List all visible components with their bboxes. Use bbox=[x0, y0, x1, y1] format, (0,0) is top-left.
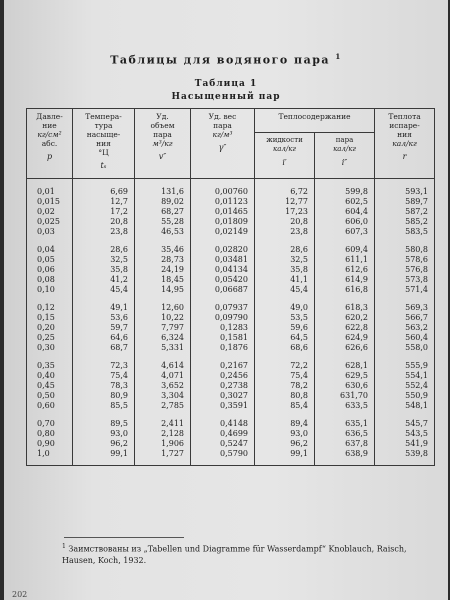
table-cell: 85,5 bbox=[73, 401, 135, 411]
table-row bbox=[27, 285, 435, 295]
table-cell: 72,2 bbox=[255, 353, 315, 371]
table-cell: 4,614 bbox=[135, 353, 191, 371]
table-cell: 96,2 bbox=[73, 439, 135, 449]
table-cell: 1,0 bbox=[27, 449, 73, 466]
table-cell: 0,00760 bbox=[191, 179, 255, 198]
table-cell: 637,8 bbox=[315, 439, 375, 449]
document-page bbox=[4, 0, 448, 600]
table-cell: 573,8 bbox=[375, 275, 435, 285]
table-cell: 0,02 bbox=[27, 207, 73, 217]
table-cell: 4,071 bbox=[135, 371, 191, 381]
table-row bbox=[27, 401, 435, 411]
table-row bbox=[27, 429, 435, 439]
table-row bbox=[27, 449, 435, 466]
table-cell: 629,5 bbox=[315, 371, 375, 381]
table-cell: 85,4 bbox=[255, 401, 315, 411]
table-caption: Насыщенный пар bbox=[171, 92, 281, 102]
table-cell: 0,2456 bbox=[191, 371, 255, 381]
table-cell: 0,2738 bbox=[191, 381, 255, 391]
table-cell: 624,9 bbox=[315, 333, 375, 343]
table-row bbox=[27, 313, 435, 323]
header-heat-of-vaporization: Теплота испаре- ния кал/кг r bbox=[375, 109, 435, 179]
header-weight: Уд. вес пара кг/м³ γ″ bbox=[191, 109, 255, 179]
table-body bbox=[27, 179, 435, 466]
table-cell: 3,652 bbox=[135, 381, 191, 391]
table-cell: 6,324 bbox=[135, 333, 191, 343]
table-cell: 618,3 bbox=[315, 295, 375, 313]
table-cell: 20,8 bbox=[255, 217, 315, 227]
table-cell: 558,0 bbox=[375, 343, 435, 353]
table-cell: 552,4 bbox=[375, 381, 435, 391]
table-row bbox=[27, 391, 435, 401]
table-row bbox=[27, 227, 435, 237]
table-cell: 0,60 bbox=[27, 401, 73, 411]
table-cell: 0,4148 bbox=[191, 411, 255, 429]
table-row bbox=[27, 333, 435, 343]
table-cell: 0,01 bbox=[27, 179, 73, 198]
page-number: 202 bbox=[12, 590, 28, 599]
table-cell: 0,1581 bbox=[191, 333, 255, 343]
table-row bbox=[27, 353, 435, 371]
table-cell: 0,45 bbox=[27, 381, 73, 391]
header-temperature: Темпера- тура насыще- ния °Ц tₛ bbox=[73, 109, 135, 179]
table-cell: 78,3 bbox=[73, 381, 135, 391]
table-cell: 78,2 bbox=[255, 381, 315, 391]
table-cell: 0,04 bbox=[27, 237, 73, 255]
table-row bbox=[27, 255, 435, 265]
table-cell: 555,9 bbox=[375, 353, 435, 371]
table-cell: 53,5 bbox=[255, 313, 315, 323]
table-cell: 580,8 bbox=[375, 237, 435, 255]
table-cell: 68,27 bbox=[135, 207, 191, 217]
table-cell: 28,6 bbox=[73, 237, 135, 255]
table-cell: 72,3 bbox=[73, 353, 135, 371]
header-liquid: жидкости кал/кг i′ bbox=[255, 133, 315, 179]
table-cell: 0,2167 bbox=[191, 353, 255, 371]
table-cell: 611,1 bbox=[315, 255, 375, 265]
table-cell: 0,1283 bbox=[191, 323, 255, 333]
table-cell: 569,3 bbox=[375, 295, 435, 313]
table-cell: 0,80 bbox=[27, 429, 73, 439]
table-cell: 93,0 bbox=[255, 429, 315, 439]
table-cell: 2,785 bbox=[135, 401, 191, 411]
table-cell: 571,4 bbox=[375, 285, 435, 295]
table-cell: 0,12 bbox=[27, 295, 73, 313]
table-cell: 578,6 bbox=[375, 255, 435, 265]
table-cell: 576,8 bbox=[375, 265, 435, 275]
table-cell: 35,8 bbox=[255, 265, 315, 275]
table-cell: 548,1 bbox=[375, 401, 435, 411]
table-cell: 0,40 bbox=[27, 371, 73, 381]
table-cell: 0,15 bbox=[27, 313, 73, 323]
table-cell: 6,69 bbox=[73, 179, 135, 198]
table-row bbox=[27, 207, 435, 217]
table-cell: 622,8 bbox=[315, 323, 375, 333]
table-cell: 55,28 bbox=[135, 217, 191, 227]
table-cell: 541,9 bbox=[375, 439, 435, 449]
table-cell: 0,25 bbox=[27, 333, 73, 343]
table-cell: 0,01123 bbox=[191, 197, 255, 207]
table-cell: 593,1 bbox=[375, 179, 435, 198]
table-cell: 41,2 bbox=[73, 275, 135, 285]
title-footnote-mark: 1 bbox=[335, 52, 342, 61]
table-label: Таблица 1 bbox=[194, 79, 258, 89]
table-cell: 0,3027 bbox=[191, 391, 255, 401]
table-cell: 24,19 bbox=[135, 265, 191, 275]
table-cell: 80,8 bbox=[255, 391, 315, 401]
table-cell: 0,50 bbox=[27, 391, 73, 401]
table-cell: 23,8 bbox=[73, 227, 135, 237]
table-cell: 0,70 bbox=[27, 411, 73, 429]
table-cell: 0,5247 bbox=[191, 439, 255, 449]
table-cell: 28,73 bbox=[135, 255, 191, 265]
table-cell: 626,6 bbox=[315, 343, 375, 353]
table-cell: 49,0 bbox=[255, 295, 315, 313]
table-cell: 53,6 bbox=[73, 313, 135, 323]
table-cell: 0,03481 bbox=[191, 255, 255, 265]
table-cell: 0,09790 bbox=[191, 313, 255, 323]
table-cell: 99,1 bbox=[73, 449, 135, 466]
table-cell: 12,7 bbox=[73, 197, 135, 207]
table-cell: 45,4 bbox=[255, 285, 315, 295]
table-cell: 633,5 bbox=[315, 401, 375, 411]
table-cell: 539,8 bbox=[375, 449, 435, 466]
table-cell: 636,5 bbox=[315, 429, 375, 439]
footnote-text: Заимствованы из „Tabellen und Diagramme für Wasserdampf“ Knoblauch, Raisch, Hausen, Koch, 1932. bbox=[62, 544, 407, 565]
header-steam: пара кал/кг i″ bbox=[315, 133, 375, 179]
table-cell: 543,5 bbox=[375, 429, 435, 439]
table-cell: 89,4 bbox=[255, 411, 315, 429]
header-volume: Уд. объем пара м³/кг v″ bbox=[135, 109, 191, 179]
table-cell: 2,128 bbox=[135, 429, 191, 439]
table-cell: 64,5 bbox=[255, 333, 315, 343]
table-cell: 3,304 bbox=[135, 391, 191, 401]
table-cell: 18,45 bbox=[135, 275, 191, 285]
table-cell: 89,02 bbox=[135, 197, 191, 207]
table-cell: 93,0 bbox=[73, 429, 135, 439]
table-cell: 32,5 bbox=[255, 255, 315, 265]
table-cell: 0,08 bbox=[27, 275, 73, 285]
table-cell: 620,2 bbox=[315, 313, 375, 323]
table-cell: 631,70 bbox=[315, 391, 375, 401]
table-cell: 599,8 bbox=[315, 179, 375, 198]
table-cell: 587,2 bbox=[375, 207, 435, 217]
header-pressure: Давле- ние кг/см² абс. p bbox=[27, 109, 73, 179]
table-cell: 0,05420 bbox=[191, 275, 255, 285]
table-cell: 45,4 bbox=[73, 285, 135, 295]
table-cell: 96,2 bbox=[255, 439, 315, 449]
table-row bbox=[27, 197, 435, 207]
table-cell: 0,35 bbox=[27, 353, 73, 371]
table-cell: 17,2 bbox=[73, 207, 135, 217]
header-enthalpy: Теплосодержание bbox=[255, 109, 375, 133]
table-cell: 0,05 bbox=[27, 255, 73, 265]
table-cell: 23,8 bbox=[255, 227, 315, 237]
table-cell: 14,95 bbox=[135, 285, 191, 295]
table-cell: 59,7 bbox=[73, 323, 135, 333]
table-cell: 0,01465 bbox=[191, 207, 255, 217]
table-cell: 0,20 bbox=[27, 323, 73, 333]
table-cell: 20,8 bbox=[73, 217, 135, 227]
table-cell: 0,10 bbox=[27, 285, 73, 295]
table-cell: 68,7 bbox=[73, 343, 135, 353]
table-cell: 49,1 bbox=[73, 295, 135, 313]
table-cell: 560,4 bbox=[375, 333, 435, 343]
table-cell: 0,025 bbox=[27, 217, 73, 227]
table-cell: 0,01809 bbox=[191, 217, 255, 227]
table-cell: 0,5790 bbox=[191, 449, 255, 466]
table-cell: 68,6 bbox=[255, 343, 315, 353]
table-cell: 12,77 bbox=[255, 197, 315, 207]
table-cell: 28,6 bbox=[255, 237, 315, 255]
document-title: Таблицы для водяного пара $^1$ bbox=[110, 52, 342, 67]
table-cell: 80,9 bbox=[73, 391, 135, 401]
table-cell: 0,06687 bbox=[191, 285, 255, 295]
table-cell: 0,02149 bbox=[191, 227, 255, 237]
table-cell: 563,2 bbox=[375, 323, 435, 333]
table-cell: 1,727 bbox=[135, 449, 191, 466]
table-cell: 32,5 bbox=[73, 255, 135, 265]
table-cell: 583,5 bbox=[375, 227, 435, 237]
table-cell: 609,4 bbox=[315, 237, 375, 255]
table-cell: 12,60 bbox=[135, 295, 191, 313]
table-row bbox=[27, 343, 435, 353]
table-cell: 0,02820 bbox=[191, 237, 255, 255]
table-cell: 566,7 bbox=[375, 313, 435, 323]
steam-table bbox=[26, 108, 435, 466]
table-cell: 604,4 bbox=[315, 207, 375, 217]
table-cell: 628,1 bbox=[315, 353, 375, 371]
table-row bbox=[27, 275, 435, 285]
table-cell: 614,9 bbox=[315, 275, 375, 285]
table-cell: 75,4 bbox=[73, 371, 135, 381]
table-cell: 0,015 bbox=[27, 197, 73, 207]
table-cell: 612,6 bbox=[315, 265, 375, 275]
table-row bbox=[27, 237, 435, 255]
table-cell: 607,3 bbox=[315, 227, 375, 237]
table-cell: 0,3591 bbox=[191, 401, 255, 411]
table-cell: 35,46 bbox=[135, 237, 191, 255]
table-cell: 6,72 bbox=[255, 179, 315, 198]
table-cell: 0,03 bbox=[27, 227, 73, 237]
table-cell: 545,7 bbox=[375, 411, 435, 429]
table-cell: 638,9 bbox=[315, 449, 375, 466]
table-row bbox=[27, 179, 435, 198]
footnote bbox=[62, 541, 432, 566]
footnote-rule bbox=[64, 537, 184, 538]
table-row bbox=[27, 217, 435, 227]
table-cell: 630,6 bbox=[315, 381, 375, 391]
table-cell: 99,1 bbox=[255, 449, 315, 466]
table-cell: 602,5 bbox=[315, 197, 375, 207]
table-row bbox=[27, 265, 435, 275]
table-cell: 5,331 bbox=[135, 343, 191, 353]
table-cell: 89,5 bbox=[73, 411, 135, 429]
table-row bbox=[27, 371, 435, 381]
table-cell: 606,0 bbox=[315, 217, 375, 227]
table-cell: 554,1 bbox=[375, 371, 435, 381]
table-cell: 75,4 bbox=[255, 371, 315, 381]
table-row bbox=[27, 439, 435, 449]
table-cell: 0,4699 bbox=[191, 429, 255, 439]
table-cell: 46,53 bbox=[135, 227, 191, 237]
table-cell: 550,9 bbox=[375, 391, 435, 401]
table-cell: 1,906 bbox=[135, 439, 191, 449]
table-cell: 0,90 bbox=[27, 439, 73, 449]
table-cell: 0,30 bbox=[27, 343, 73, 353]
table-row bbox=[27, 295, 435, 313]
table-row bbox=[27, 381, 435, 391]
table-cell: 64,6 bbox=[73, 333, 135, 343]
table-cell: 59,6 bbox=[255, 323, 315, 333]
table-cell: 41,1 bbox=[255, 275, 315, 285]
footnote-mark: 1 bbox=[62, 543, 66, 550]
table-cell: 10,22 bbox=[135, 313, 191, 323]
table-cell: 0,06 bbox=[27, 265, 73, 275]
table-cell: 35,8 bbox=[73, 265, 135, 275]
table-row bbox=[27, 323, 435, 333]
table-cell: 0,04134 bbox=[191, 265, 255, 275]
table-cell: 0,07937 bbox=[191, 295, 255, 313]
table-cell: 2,411 bbox=[135, 411, 191, 429]
table-cell: 616,8 bbox=[315, 285, 375, 295]
table-cell: 589,7 bbox=[375, 197, 435, 207]
table-row bbox=[27, 411, 435, 429]
table-cell: 17,23 bbox=[255, 207, 315, 217]
table-cell: 7,797 bbox=[135, 323, 191, 333]
table-cell: 585,2 bbox=[375, 217, 435, 227]
table-cell: 131,6 bbox=[135, 179, 191, 198]
table-cell: 635,1 bbox=[315, 411, 375, 429]
table-cell: 0,1876 bbox=[191, 343, 255, 353]
